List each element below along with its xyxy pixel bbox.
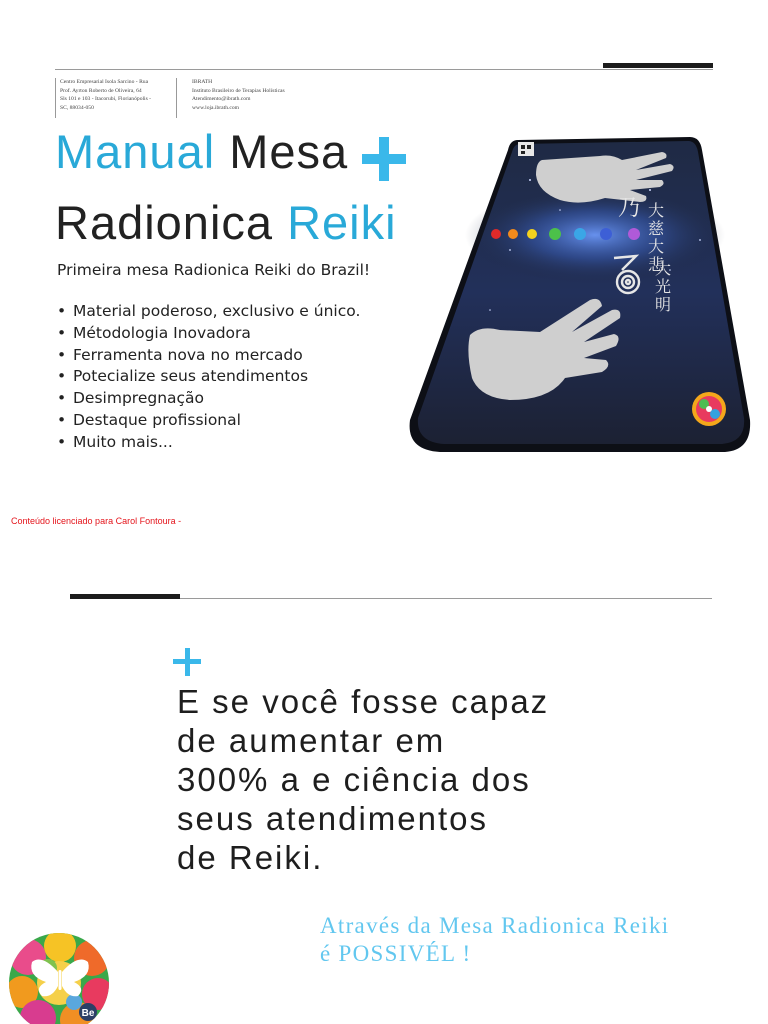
list-item: • Potecialize seus atendimentos [57,367,309,386]
address-block [60,78,151,112]
header-divider [55,78,56,118]
kanji-col-2: 大光明 [652,260,672,314]
list-item: • Muito mais... [57,432,173,451]
page-title-line1 [55,125,349,178]
institute-website[interactable]: www.loja.ibrath.com [192,104,240,111]
list-item: • Desimpregnação [57,389,205,408]
feature-list [57,301,360,454]
address-line: Prof. Ayrton Roberto de Oliveira, 64 [60,87,142,94]
kanji-col-1: 大慈大悲 [645,202,665,274]
license-notice: Conteúdo licenciado para Carol Fontoura - [11,516,182,526]
institute-fullname: Instituto Brasileiro de Terapias Holísticas [192,87,285,94]
section-rule-accent [70,594,180,599]
title-word-manual: Manual [55,125,216,178]
address-line: Centro Empresarial Isola Sarcino - Rua [60,79,149,85]
butterfly-flower-logo [8,932,112,1024]
header-divider [176,78,177,118]
qr-code [518,142,534,156]
institute-name: IBRATH [192,79,213,85]
top-rule [55,69,713,70]
question-line: de Reiki. [177,839,324,876]
institute-block [192,78,285,112]
title-word-mesa: Mesa [229,125,349,178]
address-line: SC, 88034-050 [60,104,94,111]
question-line: E se você fosse capaz [177,683,550,720]
question-line: de aumentar em [177,722,446,759]
list-item: • Destaque profissional [57,410,241,429]
title-word-reiki: Reiki [287,196,397,249]
be-badge-text: Be [81,1008,95,1019]
title-word-radionica: Radionica [55,196,274,249]
radionic-mat-image [400,120,760,460]
list-item: • Material poderoso, exclusivo e único. [57,302,361,320]
subtitle: Primeira mesa Radionica Reiki do Brazil! [57,261,371,279]
list-item: • Ferramenta nova no mercado [57,345,303,364]
answer-line: Através da Mesa Radionica Reiki [320,913,670,938]
question-text [177,682,549,877]
page-title-line2 [55,196,397,249]
question-line: seus atendimentos [177,800,489,837]
institute-email[interactable]: Atendimento@ibrath.com [192,96,251,103]
answer-text [320,912,669,968]
answer-line: é POSSIVÉL ! [320,941,472,966]
kanji-top: 乃 [618,196,641,221]
plus-icon [173,648,201,676]
mandala-badge [692,392,726,426]
top-rule-accent [603,63,713,68]
question-line: 300% a e ciência dos [177,761,531,798]
address-line: Sls 101 e 103 - Itacorubi, Florianópolis - [60,96,152,103]
list-item: • Métodologia Inovadora [57,323,251,342]
